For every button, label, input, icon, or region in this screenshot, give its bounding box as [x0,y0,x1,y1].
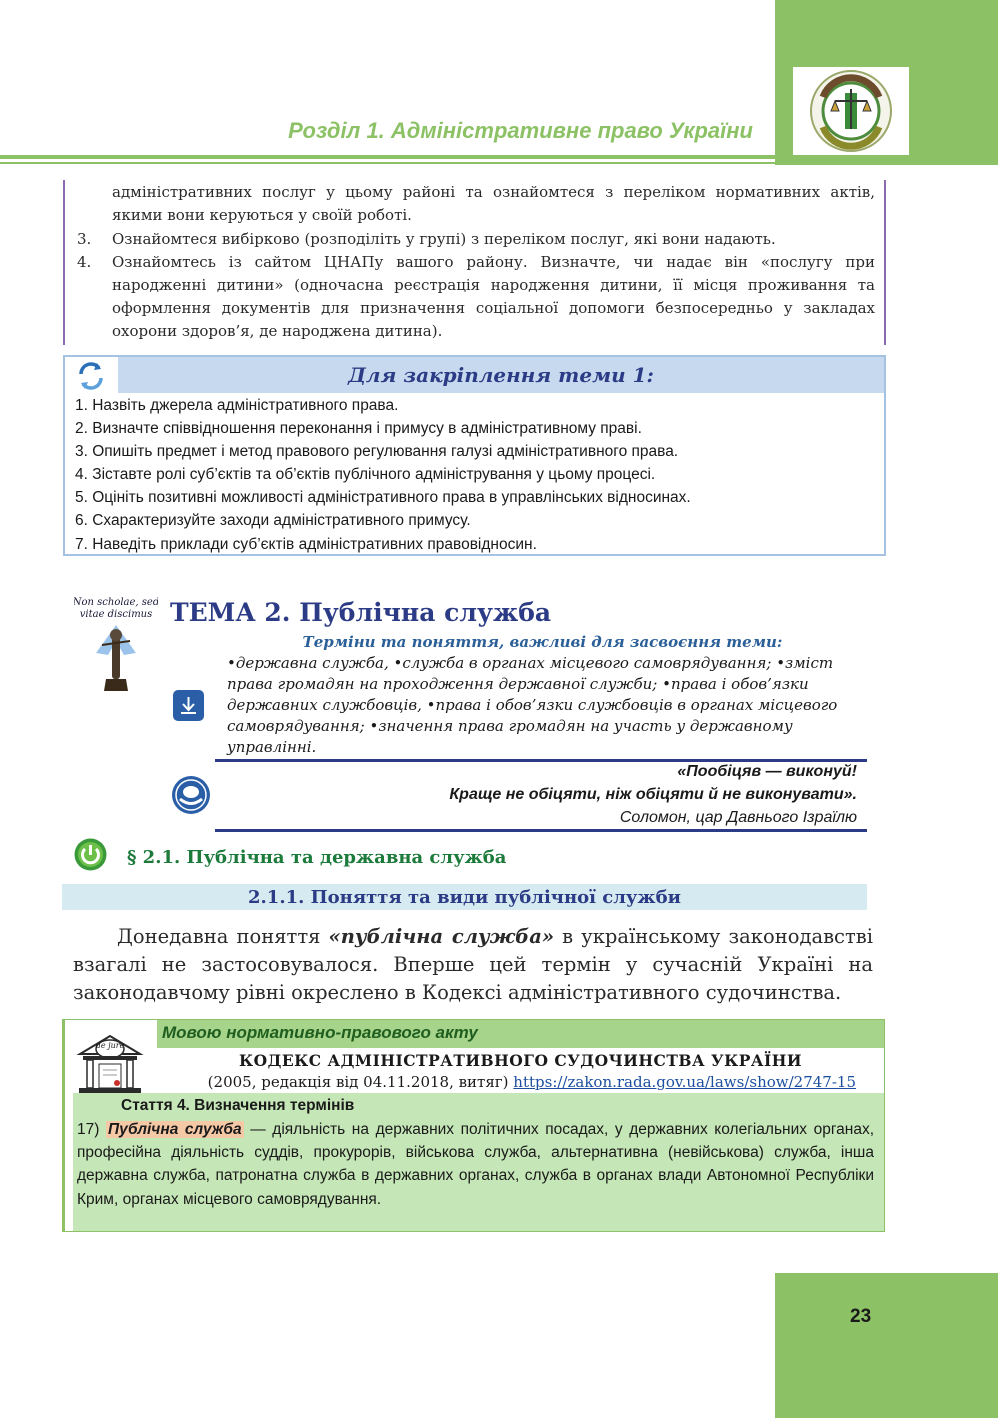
page-number: 23 [850,1306,872,1327]
motto-line-2: vitae discimus [79,609,153,620]
review-title: Для закріплення теми 1: [348,363,654,387]
legal-act-article: Стаття 4. Визначення термінів [121,1097,355,1114]
list-item-number: 3. [77,230,92,248]
quote-line: Краще не обіцяти, ніж обіцяти й не виконувати». [449,786,857,803]
legal-act-definition: — діяльність на державних політичних посадах, у державних колегіальних органах, професійна діяльність суддів, прокурорів, військова служба, альтернативна (невійськова) служба, інша державна служба, патронатна служба в державних органах, служба в органах влади Автономної Республіки Крим, органах місцевого самоврядування. [77,1121,875,1208]
body-text: Донедавна поняття [117,925,329,948]
list-item [77,228,875,251]
legal-act-link[interactable]: https://zakon.rada.gov.ua/laws/show/2747-15 [513,1073,856,1091]
body-text: в українському законодавстві взагалі не застосовувалося. Вперше цей термін у сучасній Україні на законодавчому рівні окреслено в Кодексі адміністративного судочинства. [73,925,873,1004]
chapter-title: Розділ 1. Адміністративне право України [288,118,753,143]
legal-act-header [157,1020,884,1048]
legal-act-name: КОДЕКС АДМІНІСТРАТИВНОГО СУДОЧИНСТВА УКРАЇНИ [238,1051,803,1070]
task-list-continuation [63,180,886,345]
list-item-number: 4. [77,253,92,271]
quote-rule-bottom [215,829,867,832]
review-questions-box [63,355,886,556]
list-item-text: Ознайомтесь із сайтом ЦНАПу вашого району. Визначте, чи надає він «послугу при народженні дитини» (одночасна реєстрація народження дитини, її місця проживання та оформлення документів для призначення соціальної допомоги безпосередньо у закладах охорони здоров’я, де народжена дитина). [112,253,875,340]
quote-author: Соломон, цар Давнього Ізраїлю [619,809,857,826]
review-question: 3. Опишіть предмет і метод правового регулювання галузі адміністративного права. [75,443,679,461]
de-jure-label: de jure [95,1041,125,1050]
legal-act-body [73,1093,884,1231]
legal-act-box [62,1019,885,1232]
quote-line: «Пообіцяв — виконуй! [677,763,857,780]
footer-green-tab [775,1273,998,1418]
list-item [77,251,875,343]
subsection-title: 2.1.1. Поняття та види публічної служби [248,887,681,908]
review-question-list [75,394,878,556]
refresh-arrows-icon [75,360,107,392]
review-question: 2. Визначте співвідношення переконання і примусу в адміністративному праві. [75,420,642,438]
header-rule-thin [0,162,775,164]
list-item-text: адміністративних послуг у цьому районі та ознайомтеся з переліком нормативних актів, якими вони керуються у своїй роботі. [112,183,875,224]
terms-text: •державна служба, •служба в органах місцевого самоврядування; •зміст права громадян на проходження державної служби; •права і обов’язки державних службовців, •права і обов’язки службовців в органах місцевого самоврядування; •значення права громадян на участь у державному управлінні. [227,654,838,756]
quote-rule-top [215,759,867,762]
terms-title: Терміни та поняття, важливі для засвоєння теми: [302,633,783,651]
body-term: «публічна служба» [328,925,555,948]
download-arrow-icon [173,690,204,721]
power-button-icon [74,838,107,871]
list-item-text: Ознайомтеся вибірково (розподіліть у групі) з переліком послуг, які вони надають. [112,230,776,248]
motto-line-1: Non scholae, sed [74,597,158,608]
legal-act-header-text: Мовою нормативно-правового акту [162,1023,478,1042]
legal-act-source [208,1073,856,1091]
legal-act-term: Публічна служба [108,1121,242,1138]
subsection-bar [62,884,867,910]
review-header [118,357,884,393]
de-jure-building-icon [75,1032,145,1098]
review-question: 1. Назвіть джерела адміністративного права. [75,397,399,414]
section-title: § 2.1. Публічна та державна служба [127,847,507,868]
review-question: 4. Зіставте ролі суб’єктів та об’єктів публічного адміністрування у цьому процесі. [75,466,656,484]
review-question: 5. Оцініть позитивні можливості адміністративного права в управлінських відносинах. [75,489,691,507]
review-question: 6. Схарактеризуйте заходи адміністративного примусу. [75,512,471,530]
legal-act-source-text: (2005, редакція від 04.11.2018, витяг) [207,1073,514,1091]
review-question: 7. Наведіть приклади суб’єктів адміністративних правовідносин. [75,535,537,553]
header-rule [0,155,775,159]
body-paragraph [73,923,873,1007]
topic-title: ТЕМА 2. Публічна служба [170,598,552,627]
brain-in-hands-icon [171,775,211,815]
emblem-scales-of-justice-icon [793,67,909,155]
list-item [77,181,875,227]
legal-act-text [77,1118,874,1211]
legal-act-para-num: 17) [77,1121,106,1138]
